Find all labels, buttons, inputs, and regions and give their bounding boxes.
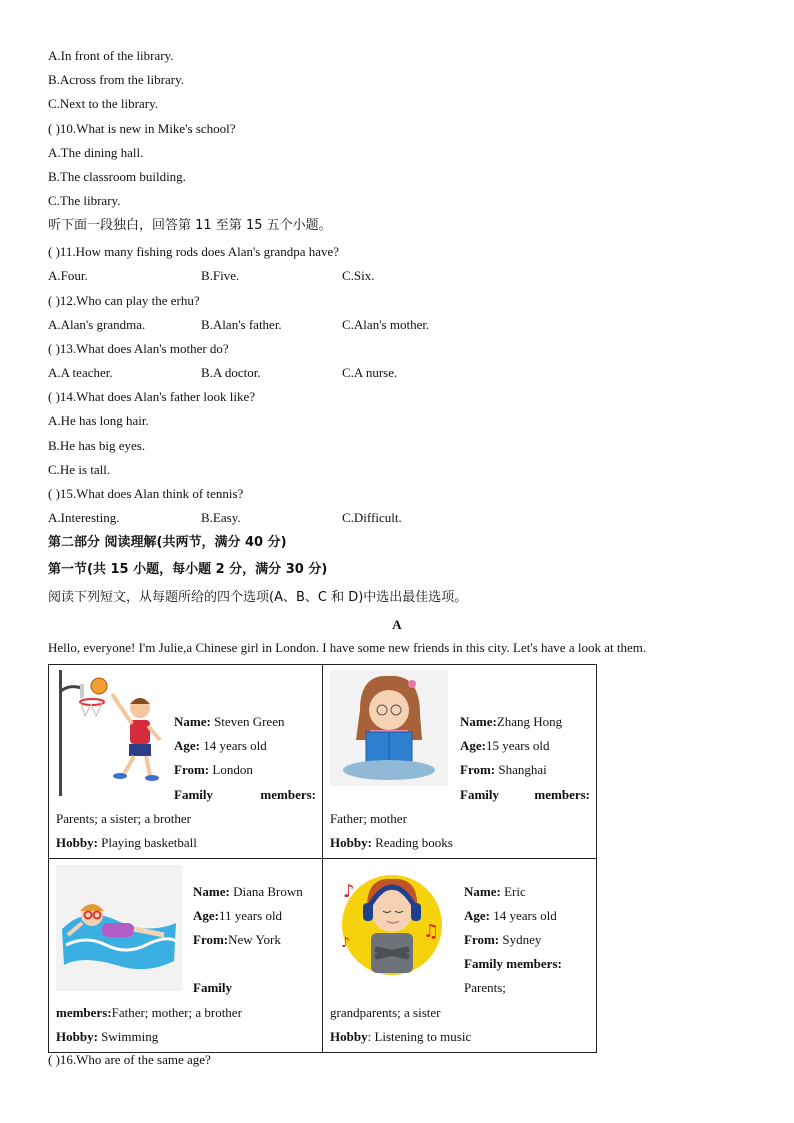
swimmer-icon	[56, 865, 182, 991]
eric-name: Eric	[500, 884, 526, 899]
zhang-hobby: Reading books	[371, 835, 453, 850]
card-diana	[49, 859, 323, 1053]
q12-option-a: A.Alan's grandma.	[48, 317, 146, 332]
eric-age: 14 years old	[490, 908, 557, 923]
q14-option-c: C.He is tall.	[48, 462, 111, 477]
diana-age: 11 years old	[219, 908, 283, 923]
from-label: From:	[460, 762, 496, 777]
hobby-label: Hobby:	[56, 835, 98, 850]
name-label: Name:	[464, 884, 501, 899]
eric-family-a: Parents;	[464, 980, 506, 995]
q12-question: ( )12.Who can play the erhu?	[48, 293, 200, 308]
age-label: Age:	[193, 908, 219, 923]
q9-option-b: B.Across from the library.	[48, 72, 184, 87]
eric-hobby: : Listening to music	[367, 1029, 472, 1044]
q15-option-b: B.Easy.	[201, 510, 241, 525]
q10-option-c: C.The library.	[48, 193, 121, 208]
girl-reading-icon	[330, 670, 448, 786]
diana-name: Diana Brown	[229, 884, 303, 899]
svg-text:♪: ♪	[341, 935, 350, 951]
basketball-player-icon	[54, 670, 166, 798]
age-label: Age:	[460, 738, 486, 753]
q13-question: ( )13.What does Alan's mother do?	[48, 341, 229, 356]
listening-instruction: 听下面一段独白，回答第 11 至第 15 五个小题。	[48, 218, 332, 233]
answer-blank: ( )	[48, 121, 60, 136]
members-label: members:	[534, 787, 590, 802]
steven-name: Steven Green	[210, 714, 285, 729]
hobby-label: Hobby:	[330, 835, 372, 850]
from-label: From:	[464, 932, 500, 947]
eric-family-b: grandparents; a sister	[330, 1005, 441, 1020]
part2-title: 第二部分 阅读理解(共两节，满分 40 分)	[48, 535, 287, 550]
family-label: Family	[174, 787, 213, 802]
hobby-label: Hobby:	[56, 1029, 98, 1044]
zhang-name: Zhang Hong	[496, 714, 563, 729]
family-label: Family	[460, 787, 499, 802]
name-label: Name:	[174, 714, 211, 729]
card-eric	[323, 859, 597, 1053]
q15-option-c: C.Difficult.	[342, 510, 402, 525]
zhang-age: 15 years old	[486, 738, 550, 753]
members-label: members:	[56, 1005, 112, 1020]
diana-hobby: Swimming	[97, 1029, 159, 1044]
q11-question: ( )11.How many fishing rods does Alan's grandpa have?	[48, 244, 340, 259]
diana-from: New York	[228, 932, 281, 947]
q13-option-c: C.A nurse.	[342, 365, 398, 380]
steven-hobby: Playing basketball	[97, 835, 197, 850]
family-members-label: Family members:	[464, 956, 562, 971]
q15-option-a: A.Interesting.	[48, 510, 120, 525]
q14-option-b: B.He has big eyes.	[48, 438, 146, 453]
q10-text: 10.What is new in Mike's school?	[59, 121, 236, 136]
name-label: Name:	[460, 714, 497, 729]
svg-text:♫: ♫	[423, 921, 440, 942]
diana-family: Father; mother; a brother	[111, 1005, 242, 1020]
from-label: From:	[193, 932, 229, 947]
svg-text:♪: ♪	[343, 881, 355, 902]
from-label: From:	[174, 762, 210, 777]
section1-title: 第一节(共 15 小题，每小题 2 分，满分 30 分)	[48, 562, 328, 577]
reading-instruction: 阅读下列短文，从每题所给的四个选项(A、B、C 和 D)中选出最佳选项。	[48, 590, 468, 605]
q16-question: ( )16.Who are of the same age?	[48, 1052, 211, 1067]
q10-option-a: A.The dining hall.	[48, 145, 144, 160]
boy-headphones-icon	[337, 867, 447, 983]
q12-option-c: C.Alan's mother.	[342, 317, 430, 332]
card-zhang-hong	[323, 665, 597, 859]
passage-intro: Hello, everyone! I'm Julie,a Chinese girl in London. I have some new friends in this city. Let's have a look at them.	[48, 640, 647, 655]
name-label: Name:	[193, 884, 230, 899]
q10-question	[48, 121, 236, 137]
q10-option-b: B.The classroom building.	[48, 169, 186, 184]
friends-table	[48, 664, 597, 1053]
hobby-label: Hobby	[330, 1029, 368, 1044]
q12-option-b: B.Alan's father.	[201, 317, 282, 332]
steven-age: 14 years old	[200, 738, 267, 753]
zhang-family: Father; mother	[330, 811, 407, 826]
q13-option-b: B.A doctor.	[201, 365, 261, 380]
q13-option-a: A.A teacher.	[48, 365, 113, 380]
passage-letter: A	[392, 617, 402, 632]
zhang-from: Shanghai	[495, 762, 547, 777]
q14-question: ( )14.What does Alan's father look like?	[48, 389, 256, 404]
q14-option-a: A.He has long hair.	[48, 413, 149, 428]
card-steven	[49, 665, 323, 859]
q11-option-a: A.Four.	[48, 268, 88, 283]
members-label: members:	[260, 787, 316, 802]
q15-question: ( )15.What does Alan think of tennis?	[48, 486, 244, 501]
q9-option-c: C.Next to the library.	[48, 96, 158, 111]
family-label: Family	[193, 980, 232, 995]
steven-from: London	[209, 762, 253, 777]
q11-option-b: B.Five.	[201, 268, 240, 283]
steven-family: Parents; a sister; a brother	[56, 811, 192, 826]
eric-from: Sydney	[499, 932, 542, 947]
age-label: Age:	[464, 908, 490, 923]
age-label: Age:	[174, 738, 200, 753]
q9-option-a: A.In front of the library.	[48, 48, 174, 63]
q11-option-c: C.Six.	[342, 268, 375, 283]
